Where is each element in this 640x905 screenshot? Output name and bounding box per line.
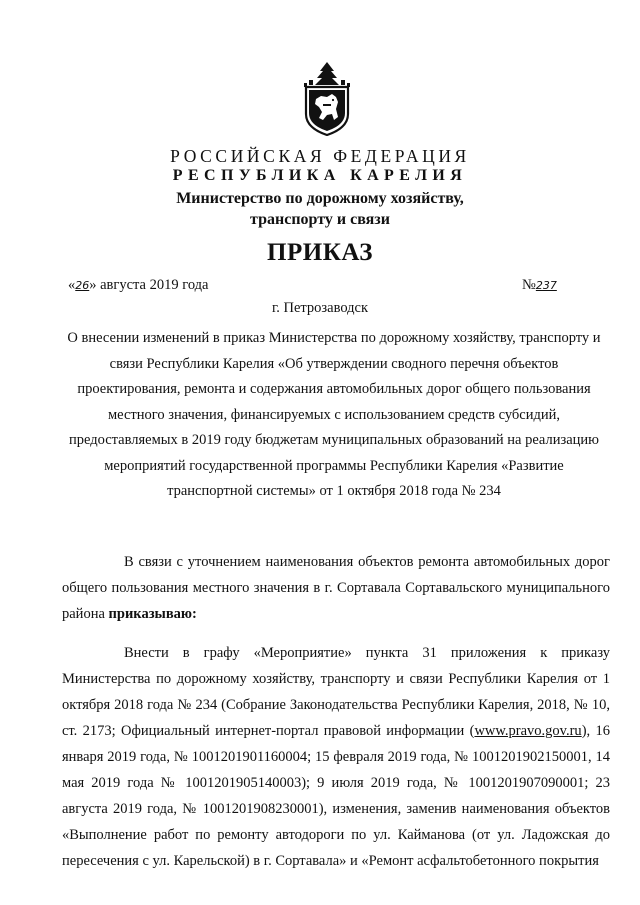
preamble-text: В связи с уточнением наименования объектов ремонта автомобильных дорог общего пользования местного значения в г. Сортавала Сортавальского муниципального района xyxy=(62,554,610,622)
karelia-coat-of-arms-icon xyxy=(303,62,351,136)
document-type: ПРИКАЗ xyxy=(267,239,373,266)
preamble-paragraph xyxy=(62,549,610,627)
ministry-name-line-1: Министерство по дорожному хозяйству, xyxy=(176,190,464,207)
order-subject: О внесении изменений в приказ Министерства по дорожному хозяйству, транспорту и связи Республики Карелия «Об утверждении сводного перечня объектов проектирования, ремонта и содержания автомобильных дорог общего пользования местного значения, финансируемых с использованием средств субсидий, предоставляемых в 2019 году бюджетам муниципальных образований на реализацию мероприятий государственной программы Республики Карелия «Развитие транспортной системы» от 1 октября 2018 года № 234 xyxy=(67,330,601,499)
date-rest: » августа 2019 года xyxy=(89,277,209,293)
number-prefix: № xyxy=(522,277,536,293)
order-number xyxy=(522,277,557,294)
date-open-quote: « xyxy=(68,277,76,293)
order-text-start: Внести в графу «Мероприятие» пункта 31 приложения к приказу Министерства по дорожному хозяйству, транспорту и связи Республики Карелия от 1 октября 2018 года № 234 (Собрание Законодательства Республики Карелия, 2018, № 10, ст. 2173; Официальный интернет-портал правовой информации ( xyxy=(62,645,610,739)
pravo-link[interactable]: www.pravo.gov.ru xyxy=(474,723,582,739)
order-text-end: ), 16 января 2019 года, № 1001201901160004; 15 февраля 2019 года, № 1001201902150001, 14 мая 2019 года № 1001201905140003); 9 июля 2019 года, № 1001201907090001; 23 августа 2019 года, № 1001201908230001), изменения, заменив наименования объектов «Выполнение работ по ремонту автодороги по ул. Кайманова (от ул. Ладожская до пересечения с ул. Карельской) в г. Сортавала» и «Ремонт асфальтобетонного покрытия xyxy=(62,723,610,869)
republic-title: РЕСПУБЛИКА КАРЕЛИЯ xyxy=(172,167,468,184)
city: г. Петрозаводск xyxy=(271,300,369,316)
country-title: РОССИЙСКАЯ ФЕДЕРАЦИЯ xyxy=(170,146,470,166)
ministry-name-line-2: транспорту и связи xyxy=(250,211,390,228)
ministry-name xyxy=(0,188,640,230)
order-paragraph xyxy=(62,640,610,874)
order-verb: приказываю: xyxy=(108,606,197,622)
handwritten-number: 237 xyxy=(535,279,557,292)
handwritten-day: 26 xyxy=(75,279,90,292)
order-date xyxy=(68,277,208,294)
